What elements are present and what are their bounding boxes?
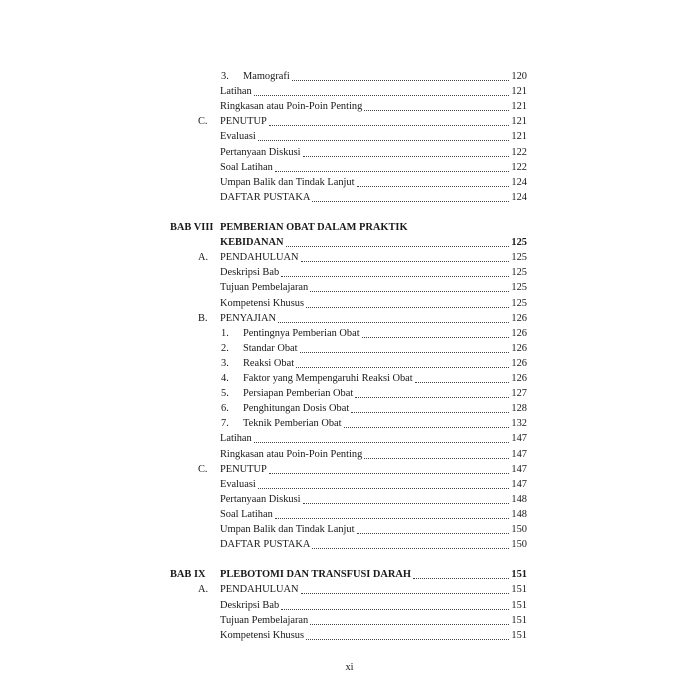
toc-entry-page: 151 [511,584,527,596]
toc-entry-page: 151 [511,569,527,581]
toc-entry-marker: A. [198,252,209,264]
toc-entry-marker: C. [198,116,208,128]
dot-leader [415,371,510,383]
dot-leader [357,522,510,534]
toc-entry-title: Ringkasan atau Poin-Poin Penting [220,101,363,113]
toc-entry-page: 147 [511,463,527,475]
toc-entry [170,567,527,582]
toc-entry [170,416,527,431]
toc-entry [170,84,527,99]
toc-entry-page: 128 [511,403,527,415]
toc-entry [170,220,527,235]
toc-entry-marker: A. [198,584,209,596]
toc-entry-marker: B. [198,312,208,324]
dot-leader [254,431,510,443]
toc-entry-title: Teknik Pemberian Obat [243,418,342,430]
toc-entry-marker: C. [198,463,208,475]
toc-entry-title: DAFTAR PUSTAKA [220,191,311,203]
toc-entry [170,447,527,462]
toc-entry-title: Umpan Balik dan Tindak Lanjut [220,176,355,188]
toc-entry-title: PEMBERIAN OBAT DALAM PRAKTIK [220,222,408,233]
dot-leader [312,537,509,549]
dot-leader [310,280,509,292]
toc-entry-page: 147 [511,448,527,460]
dot-leader [301,250,510,262]
toc-entry-title: Reaksi Obat [243,357,295,369]
toc-entry-title: Evaluasi [220,131,256,143]
toc-entry [170,114,527,129]
toc-entry [170,280,527,295]
toc-entry-title: PENDAHULUAN [220,584,299,596]
toc-entry-page: 148 [511,493,527,505]
toc-entry [170,99,527,114]
dot-leader [275,507,510,519]
dot-leader [281,598,509,610]
toc-entry-title: Latihan [220,86,252,98]
toc-entry [170,628,527,643]
dot-leader [364,447,509,459]
toc-entry-page: 126 [511,312,527,324]
toc-entry-title: Penghitungan Dosis Obat [243,403,350,415]
toc-entry [170,431,527,446]
toc-entry-title: Pertanyaan Diskusi [220,493,301,505]
dot-leader [306,628,509,640]
dot-leader [312,190,509,202]
toc-entry-page: 125 [511,267,527,279]
toc-entry-title: Soal Latihan [220,508,273,520]
toc-entry-title: Faktor yang Mempengaruhi Reaksi Obat [243,373,413,384]
toc-entry-page: 150 [511,524,527,535]
dot-leader [301,582,510,594]
toc-entry-marker: 4. [221,373,229,384]
toc-entry [170,160,527,175]
toc-entry [170,250,527,265]
toc-entry-title: Kompetensi Khusus [220,629,304,641]
toc-entry-page: 148 [511,508,527,520]
toc-entry-marker: 1. [221,327,229,339]
toc-entry-title: Tujuan Pembelajaran [220,614,309,626]
toc-entry-page: 125 [511,237,527,249]
toc-entry [170,507,527,522]
toc-entry [170,326,527,341]
toc-entry-page: 121 [511,101,527,113]
toc-entry-marker: 5. [221,388,229,400]
dot-leader [269,114,510,126]
toc-entry-title: DAFTAR PUSTAKA [220,539,311,551]
toc-entry-title: Evaluasi [220,478,256,490]
toc-entry-title: Soal Latihan [220,161,273,173]
dot-leader [281,265,509,277]
toc-entry-title: Persiapan Pemberian Obat [243,388,354,400]
toc-entry-page: 126 [511,342,527,354]
toc-entry [170,462,527,477]
toc-entry-page: 121 [511,116,527,128]
dot-leader [310,613,509,625]
toc-entry [170,296,527,311]
toc-entry-title: Deskripsi Bab [220,267,280,279]
toc-entry-page: 125 [511,297,527,309]
dot-leader [344,416,510,428]
dot-leader [306,296,509,308]
toc-entry-marker: 3. [221,357,229,369]
toc-entry-title: KEBIDANAN [220,237,284,249]
toc-entry-page: 122 [511,146,527,158]
dot-leader [269,462,510,474]
toc-entry [170,341,527,356]
toc-entry-page: 124 [511,176,527,188]
toc-entry-title: Deskripsi Bab [220,599,280,611]
toc-entry [170,613,527,628]
toc-entry-page: 126 [511,327,527,339]
toc-entry [170,265,527,280]
toc-entry-marker: 7. [221,418,229,430]
dot-leader [364,99,509,111]
toc-entry-title: PLEBOTOMI DAN TRANSFUSI DARAH [220,569,412,581]
dot-leader [303,145,510,157]
toc-entry-page: 124 [511,191,527,203]
dot-leader [362,326,510,338]
toc-entry-title: Pertanyaan Diskusi [220,146,301,158]
toc-entry-page: 121 [511,86,527,98]
toc-entry-page: 132 [511,418,527,430]
toc-entry-title: Mamografi [243,71,290,82]
toc-entry-page: 121 [511,131,527,143]
toc-entry-page: 150 [511,539,527,551]
toc-entry [170,522,527,537]
toc-entry-title: Kompetensi Khusus [220,297,304,309]
toc-entry-page: 122 [511,161,527,173]
dot-leader [355,386,509,398]
dot-leader [286,235,510,247]
toc-entry [170,477,527,492]
toc-entry-title: PENYAJIAN [220,312,276,324]
toc-entry-title: Latihan [220,433,252,445]
toc-entry [170,492,527,507]
toc-entry-title: PENUTUP [220,116,267,128]
dot-leader [275,160,510,172]
page-number: xi [345,662,354,673]
dot-leader [258,477,510,489]
dot-leader [258,129,510,141]
toc-entry-page: 151 [511,599,527,611]
toc-entry-marker: 2. [221,342,229,354]
toc-entry [170,190,527,205]
toc-entry-page: 125 [511,252,527,264]
toc-entry [170,69,527,84]
toc-entry-page: 127 [511,388,527,400]
toc-entry-page: 147 [511,433,527,445]
toc-entry-page: 151 [511,614,527,626]
toc-entry [170,537,527,552]
toc-entry-marker: 6. [221,403,229,415]
toc-entry-page: 120 [511,71,527,82]
toc-entry [170,356,527,371]
toc-entry-title: Standar Obat [243,342,298,354]
toc-entry-page: 147 [511,478,527,490]
toc-entry-page: 126 [511,357,527,369]
toc-entry [170,175,527,190]
dot-leader [278,311,509,323]
toc-entry-page: 151 [511,629,527,641]
dot-leader [296,356,509,368]
toc-entry-title: Pentingnya Pemberian Obat [243,327,360,339]
toc-entry-title: Ringkasan atau Poin-Poin Penting [220,448,363,460]
toc-entry [170,401,527,416]
dot-leader [357,175,510,187]
toc-entry [170,371,527,386]
toc-entry-marker: BAB VIII [170,222,214,233]
toc-entry-title: PENUTUP [220,463,267,475]
toc-entry-title: Tujuan Pembelajaran [220,282,309,294]
dot-leader [303,492,510,504]
dot-leader [351,401,509,413]
toc-entry [170,145,527,160]
dot-leader [300,341,510,353]
dot-leader [413,567,509,579]
toc-entry [170,598,527,613]
toc-entry-title: PENDAHULUAN [220,252,299,264]
dot-leader [254,84,510,96]
toc-entry [170,582,527,597]
toc-entry-page: 126 [511,373,527,384]
toc-entry-title: Umpan Balik dan Tindak Lanjut [220,524,355,535]
toc-entry [170,311,527,326]
toc-entry [170,235,527,250]
toc-entry-marker: BAB IX [170,569,206,581]
toc-entry-marker: 3. [221,71,229,82]
toc-entry [170,386,527,401]
dot-leader [292,69,510,81]
toc-entry [170,129,527,144]
toc-entry-page: 125 [511,282,527,294]
